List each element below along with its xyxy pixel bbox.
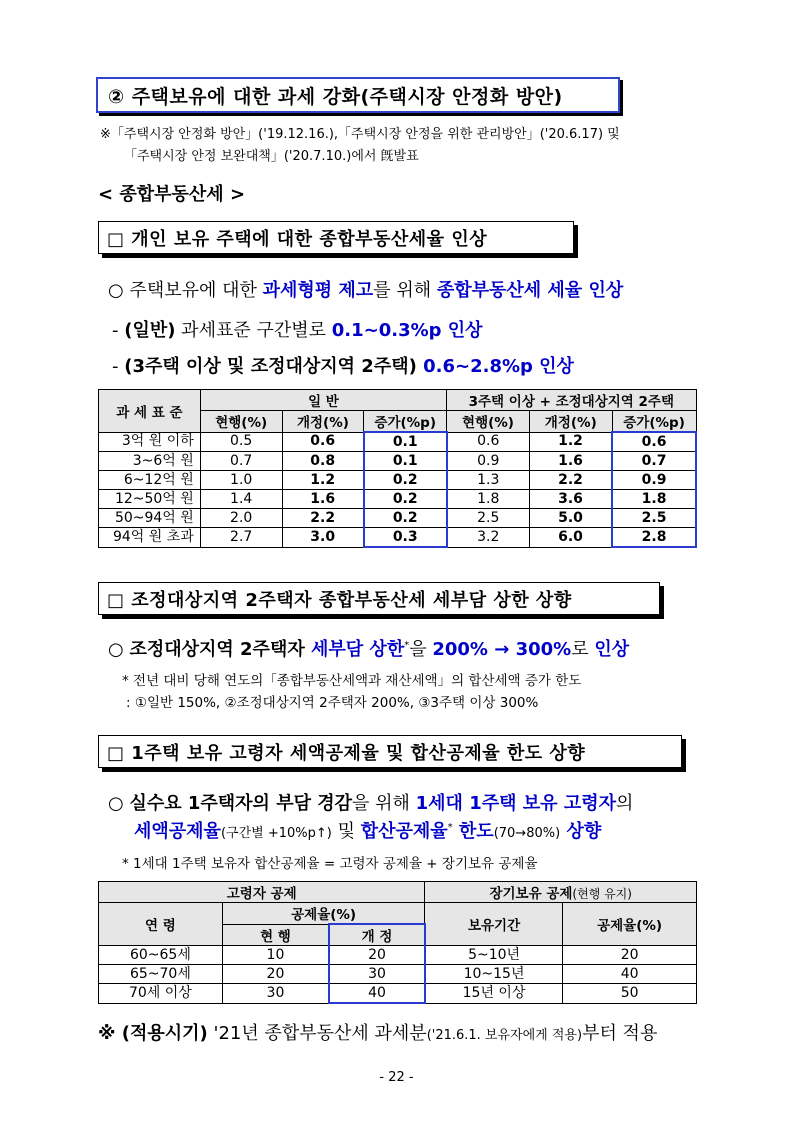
application-text: '21년 종합부동산세 과세분: [207, 1023, 427, 1044]
dash1-label: (일반): [124, 320, 176, 341]
dash1-text: 과세표준 구간별로: [175, 320, 332, 341]
cell: 40: [563, 965, 697, 984]
application-text2: 부터 적용: [582, 1023, 658, 1044]
bullet-emph2: 1세대 1주택 보유 고령자: [415, 793, 616, 814]
cell: 2.5: [447, 509, 530, 528]
cell: 0.2: [364, 509, 447, 528]
page-number: - 22 -: [379, 1070, 414, 1085]
group-header-longterm-note: (현행 유지): [572, 887, 632, 901]
cell: 3.6: [529, 490, 612, 509]
tax-rate-table: [98, 389, 697, 548]
dash: -: [112, 356, 125, 377]
cell: 0.1: [364, 452, 447, 471]
section2-note2: : ①일반 150%, ②조정대상지역 2주택자 200%, ③3주택 이상 300%: [126, 695, 539, 711]
section-title-box: [96, 77, 620, 113]
cell: 3.2: [447, 528, 530, 548]
cell: 3.0: [282, 528, 364, 548]
cell: 0.1: [364, 432, 447, 452]
table-row: [99, 490, 697, 509]
cell-period: 5~10년: [425, 946, 563, 965]
cell-age: 60~65세: [99, 946, 223, 965]
table-row: [99, 528, 697, 548]
table-row: [99, 509, 697, 528]
cell-base: 50~94억 원: [99, 509, 201, 528]
cell: 0.6: [612, 432, 696, 452]
dash: -: [112, 320, 125, 341]
section2-bullet: [108, 635, 629, 661]
text: 및: [331, 821, 361, 842]
bullet-text2: 를 위해: [373, 280, 437, 301]
bullet-text2: 의: [615, 793, 634, 814]
cell: 0.9: [612, 471, 696, 490]
cell-base: 12~50억 원: [99, 490, 201, 509]
deduction-table: [98, 881, 697, 1004]
cell: 0.8: [282, 452, 364, 471]
emph-raise: 상향: [560, 821, 602, 842]
group-header-general: 일 반: [200, 390, 446, 411]
cell: 10: [222, 946, 329, 965]
sub-header: 개정(%): [529, 411, 612, 433]
cell: 0.6: [447, 432, 530, 452]
sub-header: 현행(%): [447, 411, 530, 433]
cell: 1.4: [200, 490, 282, 509]
bullet-text2: 로: [571, 639, 595, 660]
cell: 1.6: [529, 452, 612, 471]
bullet-emph3: 200% → 300%: [432, 639, 572, 660]
section1-heading: □ 개인 보유 주택에 대한 종합부동산세율 인상: [107, 228, 488, 250]
table-row: [99, 452, 697, 471]
section1-dash1: [112, 316, 483, 342]
section3-heading: □ 1주택 보유 고령자 세액공제율 및 합산공제율 한도 상향: [107, 742, 586, 764]
application-period-note: [98, 1019, 657, 1045]
cell: 20: [222, 965, 329, 984]
emph-combined-rate: 합산공제율: [360, 821, 448, 842]
bullet-text: 을: [409, 639, 433, 660]
bullet-emph1: 실수요 1주택자의 부담 경감: [129, 793, 353, 814]
cell: 30: [222, 984, 329, 1004]
cell-age: 65~70세: [99, 965, 223, 984]
cell: 6.0: [529, 528, 612, 548]
application-label: (적용시기): [121, 1023, 208, 1044]
col-header-period: 보유기간: [425, 903, 563, 946]
table-row: [99, 471, 697, 490]
bullet-text: 을 위해: [352, 793, 416, 814]
cell: 2.7: [200, 528, 282, 548]
cell: 2.2: [282, 509, 364, 528]
bullet-mark: ○: [108, 639, 130, 660]
bullet-emph4: 인상: [594, 639, 630, 660]
section-title: ② 주택보유에 대한 과세 강화(주택시장 안정화 방안): [108, 85, 563, 108]
table-row: [99, 946, 697, 965]
cell: 1.2: [529, 432, 612, 452]
sub-header-current: 현 행: [222, 924, 329, 946]
cell: 20: [329, 946, 425, 965]
cell: 1.2: [282, 471, 364, 490]
cell: 40: [329, 984, 425, 1004]
section3-note: * 1세대 1주택 보유자 합산공제율 = 고령자 공제율 + 장기보유 공제율: [122, 856, 538, 872]
cell-age: 70세 이상: [99, 984, 223, 1004]
sub-header-new: 개 정: [329, 924, 425, 946]
cell: 1.3: [447, 471, 530, 490]
col-header-rate: 공제율(%): [222, 903, 425, 925]
section1-dash2: [112, 352, 574, 378]
footnote-mark: *: [447, 822, 453, 833]
paren-note2: (70→80%): [493, 826, 561, 841]
section2-heading-box: [98, 582, 660, 615]
col-header-rate2: 공제율(%): [563, 903, 697, 946]
table-row: [99, 432, 697, 452]
cell-base: 94억 원 초과: [99, 528, 201, 548]
source-note-line1: ※「주택시장 안정화 방안」('19.12.16.),「주택시장 안정을 위한 관리방안」('20.6.17) 및: [100, 127, 620, 142]
table-row: [99, 984, 697, 1004]
cell: 30: [329, 965, 425, 984]
paren-note: (구간별 +10%p↑): [220, 826, 332, 841]
table-row: [99, 965, 697, 984]
source-note-line2: 「주택시장 안정 보완대책」('20.7.10.)에서 旣발표: [124, 149, 419, 164]
cell: 0.3: [364, 528, 447, 548]
cell: 0.2: [364, 471, 447, 490]
group-header-longterm: [425, 882, 697, 903]
sub-header: 증가(%p): [364, 411, 447, 433]
section1-bullet: [108, 276, 623, 302]
cell: 5.0: [529, 509, 612, 528]
sub-header: 개정(%): [282, 411, 364, 433]
cell: 1.8: [612, 490, 696, 509]
dash2-value: 0.6∼2.8%p 인상: [416, 356, 574, 377]
cell-base: 3~6억 원: [99, 452, 201, 471]
cell: 2.5: [612, 509, 696, 528]
cell: 0.7: [612, 452, 696, 471]
bullet-emph1: 조정대상지역 2주택자: [129, 639, 311, 660]
cell: 50: [563, 984, 697, 1004]
bullet-emph1: 과세형평 제고: [262, 280, 374, 301]
col-header-age: 연 령: [99, 903, 223, 946]
cell: 0.2: [364, 490, 447, 509]
emph-tax-credit: 세액공제율: [134, 821, 221, 842]
group-header-elderly: 고령자 공제: [99, 882, 425, 903]
cell: 0.7: [200, 452, 282, 471]
bullet-emph2: 세부담 상한: [311, 639, 405, 660]
section2-note1: * 전년 대비 당해 연도의「종합부동산세액과 재산세액」의 합산세액 증가 한도: [122, 673, 582, 689]
sub-header: 현행(%): [200, 411, 282, 433]
emph-limit: 한도: [452, 821, 494, 842]
col-header-base: 과 세 표 준: [99, 390, 201, 433]
dash2-label: (3주택 이상 및 조정대상지역 2주택): [124, 356, 417, 377]
dash1-value: 0.1∼0.3%p 인상: [331, 320, 483, 341]
cell: 2.8: [612, 528, 696, 548]
cell-base: 3억 원 이하: [99, 432, 201, 452]
section1-heading-box: [98, 221, 574, 254]
cell: 2.0: [200, 509, 282, 528]
section3-bullet-line1: [108, 789, 633, 815]
section2-heading: □ 조정대상지역 2주택자 종합부동산세 세부담 상한 상향: [107, 589, 572, 611]
cell-period: 15년 이상: [425, 984, 563, 1004]
cell: 2.2: [529, 471, 612, 490]
cell-base: 6~12억 원: [99, 471, 201, 490]
subheading: < 종합부동산세 >: [98, 184, 246, 205]
section3-bullet-line2: [134, 817, 601, 843]
section3-heading-box: [98, 735, 682, 768]
bullet-emph2: 종합부동산세 세율 인상: [436, 280, 624, 301]
group-header-longterm-label: 장기보유 공제: [489, 886, 573, 902]
sub-header: 증가(%p): [612, 411, 696, 433]
cell: 0.9: [447, 452, 530, 471]
bullet-mark: ○: [108, 793, 130, 814]
group-header-multi: 3주택 이상 + 조정대상지역 2주택: [447, 390, 696, 411]
cell: 1.8: [447, 490, 530, 509]
cell: 1.6: [282, 490, 364, 509]
cell: 0.6: [282, 432, 364, 452]
application-paren: ('21.6.1. 보유자에게 적용): [426, 1028, 583, 1043]
footnote-mark: *: [404, 640, 410, 651]
cell: 1.0: [200, 471, 282, 490]
cell-period: 10~15년: [425, 965, 563, 984]
cell: 0.5: [200, 432, 282, 452]
cell: 20: [563, 946, 697, 965]
bullet-text: ○ 주택보유에 대한: [108, 280, 263, 301]
reference-mark: ※: [98, 1023, 122, 1044]
